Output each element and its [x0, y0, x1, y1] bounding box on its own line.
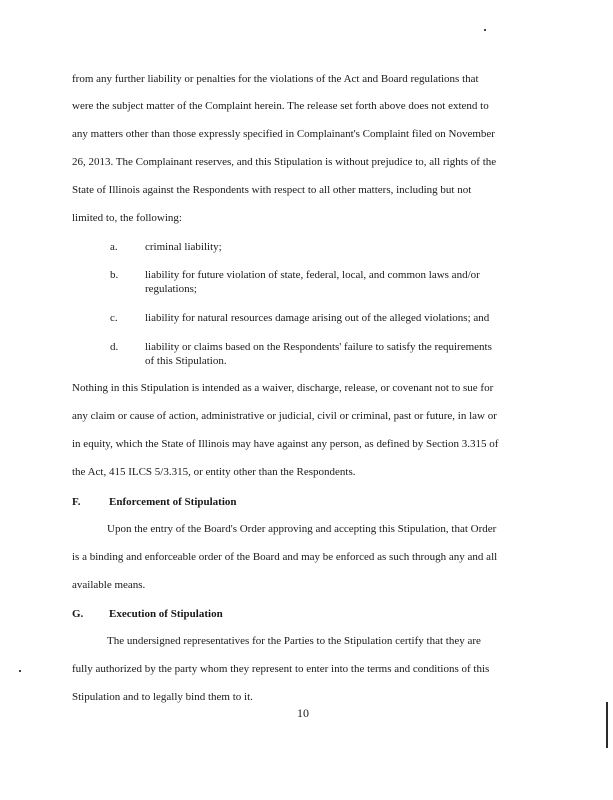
scan-speck: [484, 29, 486, 31]
section-f-line: is a binding and enforceable order of the Board and may be enforced as such through any and all: [72, 551, 498, 563]
section-g-letter: G.: [72, 608, 84, 620]
list-item-d-continued: of this Stipulation.: [145, 355, 227, 367]
paragraph-1-line: any matters other than those expressly specified in Complainant's Complaint filed on November: [72, 128, 495, 140]
page-number: 10: [297, 706, 309, 720]
paragraph-2-line: any claim or cause of action, administrative or judicial, civil or criminal, past or future, in law or: [72, 410, 497, 422]
list-item-letter-d: d.: [110, 341, 119, 353]
list-item-a: criminal liability;: [145, 241, 222, 253]
list-item-c: liability for natural resources damage arising out of the alleged violations; and: [145, 312, 490, 324]
paragraph-2-line: Nothing in this Stipulation is intended as a waiver, discharge, release, or covenant not to sue for: [72, 382, 494, 394]
list-item-letter-b: b.: [110, 269, 119, 281]
margin-mark: [606, 702, 608, 748]
list-item-b-continued: regulations;: [145, 283, 197, 295]
list-item-letter-a: a.: [110, 241, 118, 253]
paragraph-2-line: the Act, 415 ILCS 5/3.315, or entity other than the Respondents.: [72, 466, 356, 478]
section-g-line: The undersigned representatives for the Parties to the Stipulation certify that they are: [107, 635, 481, 647]
section-g-heading: Execution of Stipulation: [109, 608, 223, 620]
section-g-line: fully authorized by the party whom they represent to enter into the terms and conditions of this: [72, 663, 490, 675]
scan-speck: [19, 670, 21, 672]
paragraph-1-line: 26, 2013. The Complainant reserves, and this Stipulation is without prejudice to, all rights of the: [72, 156, 497, 168]
paragraph-2-line: in equity, which the State of Illinois may have against any person, as defined by Section 3.315 of: [72, 438, 499, 450]
paragraph-1-line: limited to, the following:: [72, 212, 182, 224]
paragraph-1-line: State of Illinois against the Respondents with respect to all other matters, including but not: [72, 184, 472, 196]
list-item-d: liability or claims based on the Respondents' failure to satisfy the requirements: [145, 341, 492, 353]
section-f-line: Upon the entry of the Board's Order approving and accepting this Stipulation, that Order: [107, 523, 497, 535]
section-f-heading: Enforcement of Stipulation: [109, 496, 237, 508]
section-f-letter: F.: [72, 496, 81, 508]
section-f-line: available means.: [72, 579, 146, 591]
section-g-line: Stipulation and to legally bind them to it.: [72, 691, 253, 703]
paragraph-1-line: were the subject matter of the Complaint herein. The release set forth above does not extend to: [72, 100, 489, 112]
list-item-letter-c: c.: [110, 312, 118, 324]
paragraph-1-line: from any further liability or penalties for the violations of the Act and Board regulations that: [72, 73, 479, 85]
list-item-b: liability for future violation of state, federal, local, and common laws and/or: [145, 269, 480, 281]
